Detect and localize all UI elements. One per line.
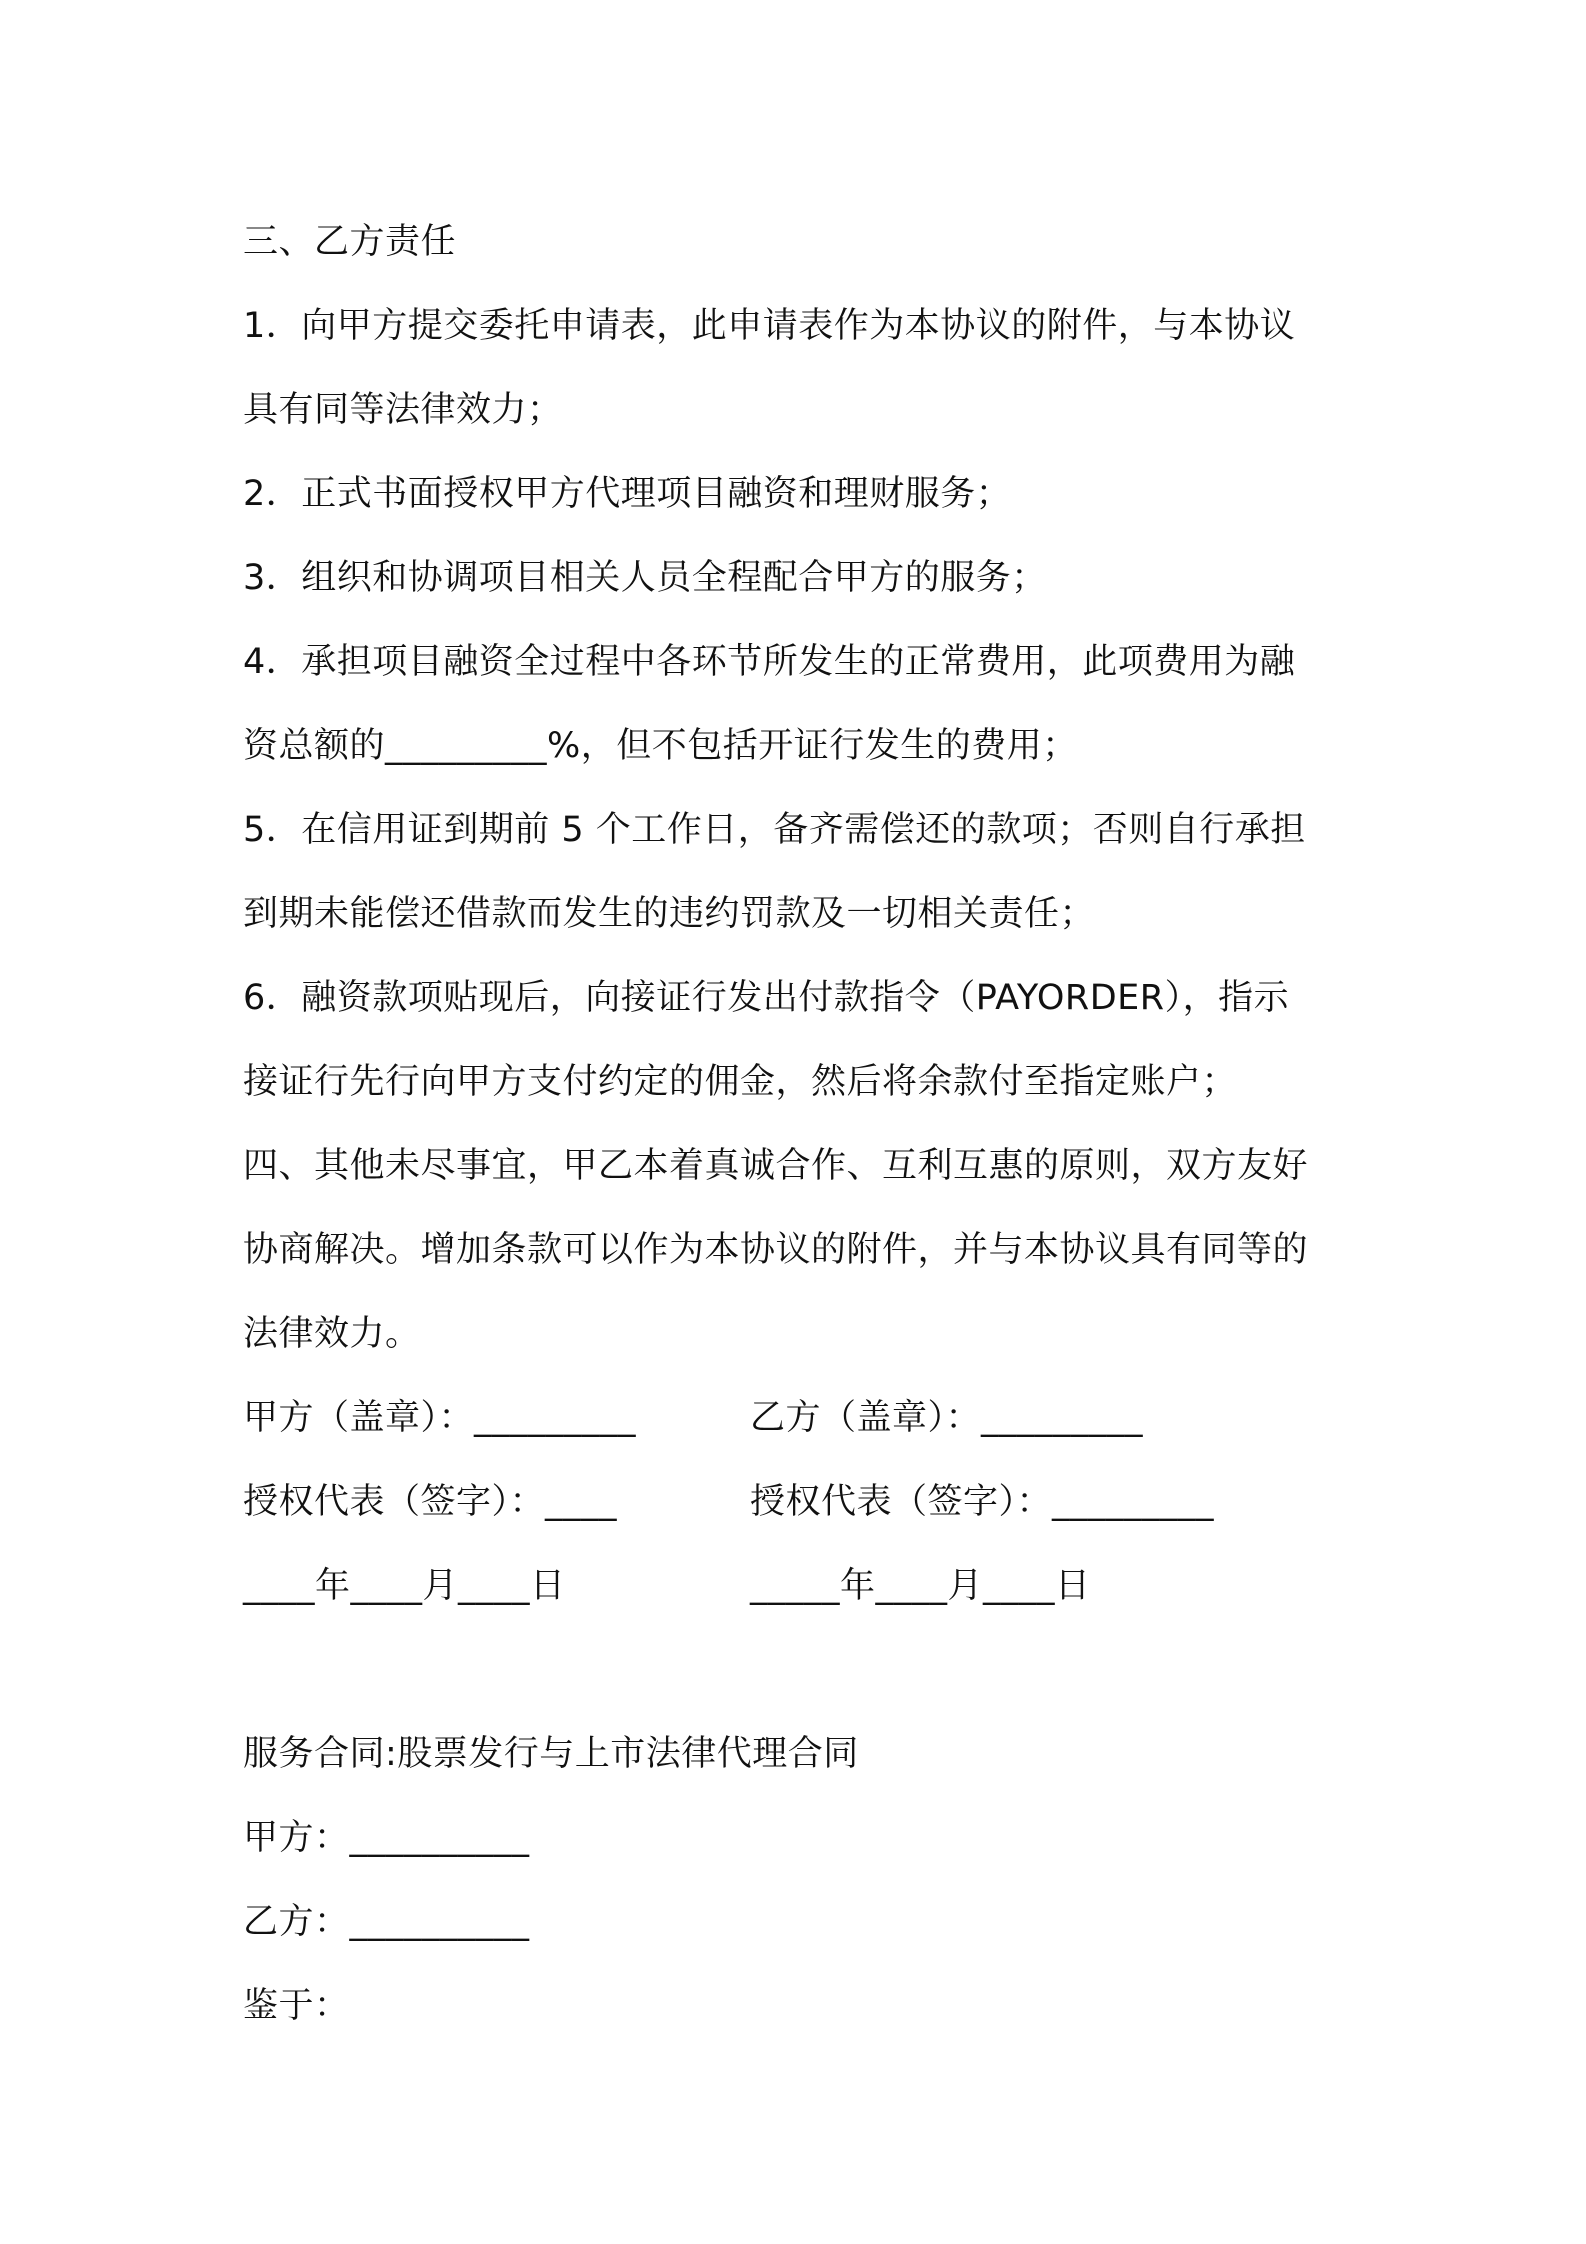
- party-a-rep: 授权代表（签字）：____: [243, 1482, 618, 1522]
- clause-line: 6．融资款项贴现后，向接证行发出付款指令（PAYORDER），指示: [243, 978, 1290, 1018]
- clause-line: 4．承担项目融资全过程中各环节所发生的正常费用，此项费用为融: [243, 642, 1296, 682]
- party-a-line: 甲方：__________: [243, 1818, 530, 1858]
- clause-line: 3．组织和协调项目相关人员全程配合甲方的服务；: [243, 558, 1047, 598]
- signature-row-date: [243, 1544, 1363, 1628]
- contract-title: 服务合同:股票发行与上市法律代理合同: [243, 1734, 859, 1774]
- clause-line: 四、其他未尽事宜，甲乙本着真诚合作、互利互惠的原则，双方友好: [243, 1146, 1309, 1186]
- party-a-seal: 甲方（盖章）：_________: [243, 1398, 637, 1438]
- section-heading: 三、乙方责任: [243, 222, 457, 262]
- document-page: [243, 200, 1363, 2048]
- clause-line: 2．正式书面授权甲方代理项目融资和理财服务；: [243, 474, 1012, 514]
- party-b-seal: 乙方（盖章）：_________: [750, 1398, 1144, 1438]
- whereas-line: 鉴于：: [243, 1986, 350, 2026]
- clause-line: 5．在信用证到期前 5 个工作日，备齐需偿还的款项；否则自行承担: [243, 810, 1306, 850]
- clause-line: 资总额的_________%，但不包括开证行发生的费用；: [243, 726, 1078, 766]
- signature-row-seal: [243, 1376, 1363, 1460]
- clause-line: 1．向甲方提交委托申请表，此申请表作为本协议的附件，与本协议: [243, 306, 1296, 346]
- clause-line: 到期未能偿还借款而发生的违约罚款及一切相关责任；: [243, 894, 1096, 934]
- section-gap: [243, 1628, 1363, 1712]
- clause-line: 具有同等法律效力；: [243, 390, 563, 430]
- clause-line: 协商解决。增加条款可以作为本协议的附件，并与本协议具有同等的: [243, 1230, 1309, 1270]
- clause-line: 法律效力。: [243, 1314, 421, 1354]
- signature-row-rep: [243, 1460, 1363, 1544]
- party-b-line: 乙方：__________: [243, 1902, 530, 1942]
- party-b-date: _____年____月____日: [750, 1566, 1091, 1606]
- party-b-rep: 授权代表（签字）：_________: [750, 1482, 1215, 1522]
- party-a-date: ____年____月____日: [243, 1566, 566, 1606]
- clause-line: 接证行先行向甲方支付约定的佣金，然后将余款付至指定账户；: [243, 1062, 1238, 1102]
